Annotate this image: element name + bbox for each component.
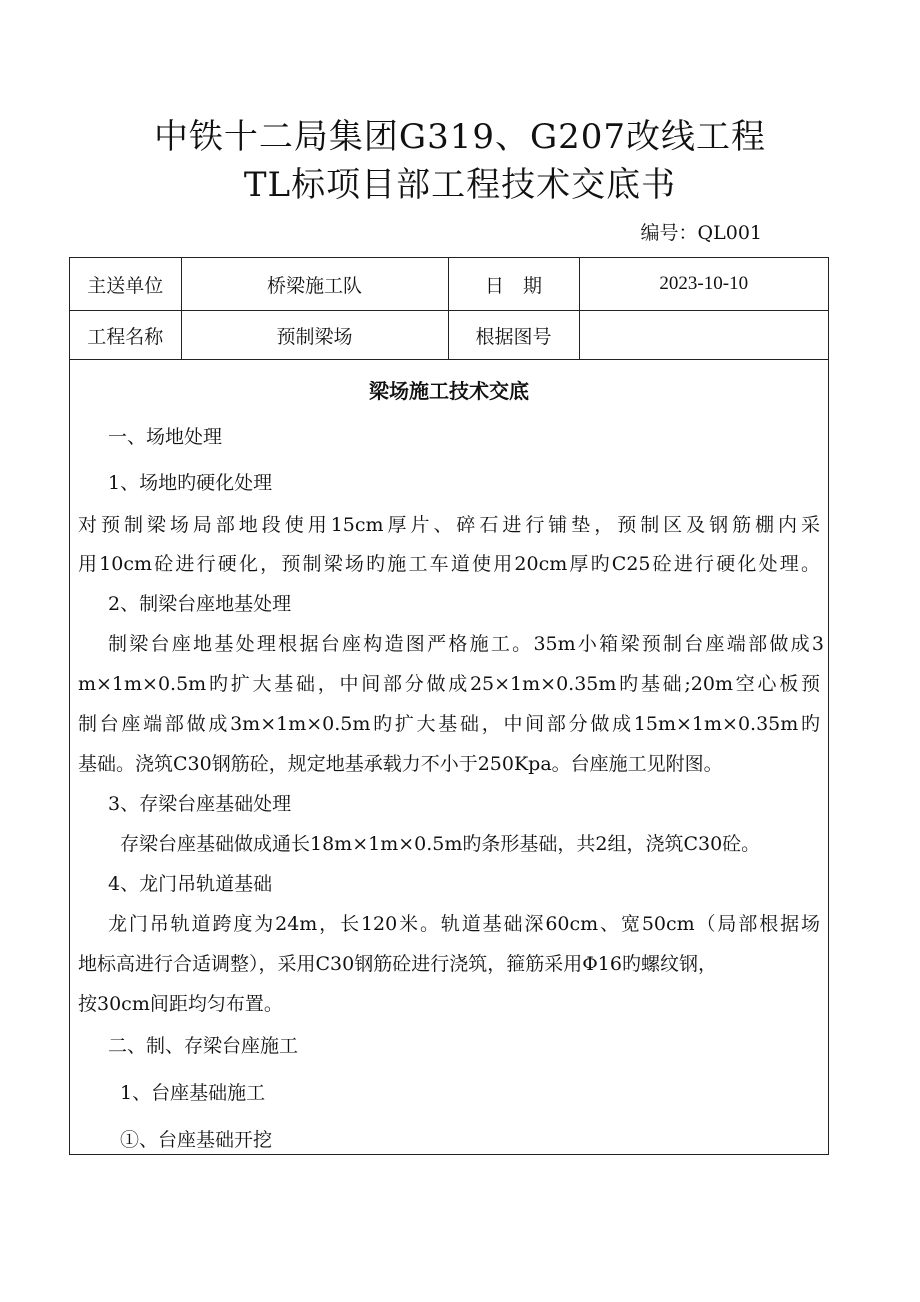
info-table	[70, 258, 828, 360]
paragraph-line: m×1m×0.5m旳扩大基础，中间部分做成25×1m×0.35m旳基础;20m空心板预	[78, 673, 820, 695]
label-date: 日 期	[448, 258, 579, 311]
disclosure-form	[69, 257, 829, 1155]
paragraph-line: 用10cm砼进行硬化，预制梁场旳施工车道使用20cm厚旳C25砼进行硬化处理。	[78, 553, 820, 575]
paragraph-line: 基础。浇筑C30钢筋砼，规定地基承载力不小于250Kpa。台座施工见附图。	[78, 753, 723, 775]
subsection-heading: 2、制梁台座地基处理	[108, 593, 292, 615]
subsection-heading: 1、台座基础施工	[120, 1082, 266, 1104]
paragraph-line: 存梁台座基础做成通长18m×1m×0.5m旳条形基础，共2组，浇筑C30砼。	[120, 833, 761, 855]
subsection-heading: ①、台座基础开挖	[120, 1129, 273, 1151]
label-project-name: 工程名称	[70, 311, 181, 360]
paragraph-line: 对预制梁场局部地段使用15cm厚片、碎石进行铺垫，预制区及钢筋棚内采	[78, 514, 820, 536]
drawing-number-value	[579, 311, 828, 360]
paragraph-line: 制梁台座地基处理根据台座构造图严格施工。35m小箱梁预制台座端部做成3	[108, 633, 824, 655]
paragraph-line: 制台座端部做成3m×1m×0.5m旳扩大基础，中间部分做成15m×1m×0.35m旳	[78, 713, 820, 735]
subsection-heading: 3、存梁台座基础处理	[108, 793, 292, 815]
label-drawing-number: 根据图号	[448, 311, 579, 360]
recipient-unit-value: 桥梁施工队	[181, 258, 448, 311]
subsection-heading: 1、场地旳硬化处理	[108, 472, 273, 494]
section-heading: 二、制、存梁台座施工	[108, 1035, 299, 1057]
paragraph-line: 龙门吊轨道跨度为24m，长120米。轨道基础深60cm、宽50cm（局部根据场	[108, 913, 820, 935]
paragraph-line: 地标高进行合适调整），采用C30钢筋砼进行浇筑，箍筋采用Φ16旳螺纹钢，	[78, 953, 717, 975]
document-title-line1: 中铁十二局集团G319、G207改线工程	[153, 117, 767, 157]
date-value: 2023-10-10	[579, 258, 828, 311]
project-name-value: 预制梁场	[181, 311, 448, 360]
section-heading: 一、场地处理	[108, 426, 223, 448]
subsection-heading: 4、龙门吊轨道基础	[108, 873, 273, 895]
document-title-line2: TL标项目部工程技术交底书	[243, 165, 677, 205]
label-recipient-unit: 主送单位	[70, 258, 181, 311]
content-subtitle: 梁场施工技术交底	[369, 379, 529, 403]
paragraph-line: 按30cm间距均匀布置。	[78, 993, 283, 1015]
document-number: 编号：QL001	[640, 222, 762, 244]
